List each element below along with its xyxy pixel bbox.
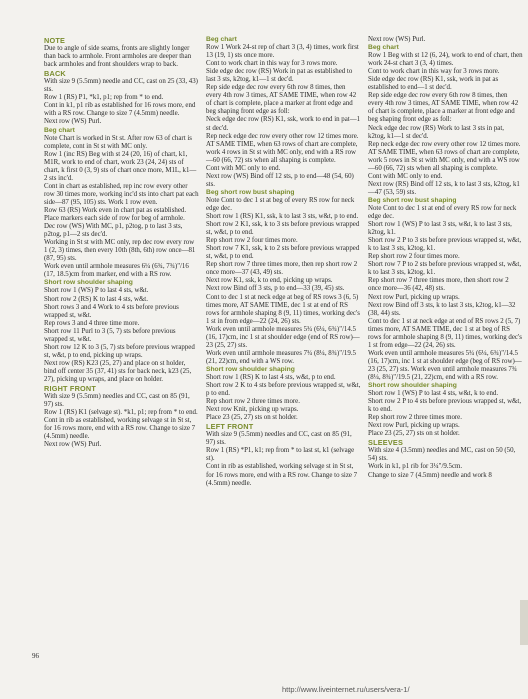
- instruction-paragraph: With size 9 (5.5mm) needles and CC, cast on 85 (91, 97) sts.: [44, 393, 190, 409]
- instruction-paragraph: Row 63 (RS) Work even in chart pat as established. Place markers each side of row for beg of armhole.: [44, 206, 187, 223]
- instruction-paragraph: Change to size 7 (4.5mm) needle and work 8: [368, 471, 492, 479]
- subsection-heading: Beg chart: [44, 126, 75, 134]
- instruction-paragraph: Short rows 3 and 4 Work to 4 sts before previous wrapped st, w&t.: [44, 303, 179, 319]
- instruction-paragraph: Next row K1, ssk, k to end, picking up wraps.: [206, 277, 333, 285]
- subsection-heading: Beg short row bust shaping: [368, 196, 457, 204]
- column-right: [368, 36, 523, 480]
- instruction-paragraph: Neck edge dec row (RS) K1, ssk, work to end in pat—1 st dec'd.: [206, 116, 361, 132]
- section-heading: SLEEVES: [368, 438, 404, 448]
- instruction-paragraph: Rep short row 7 three times more, then short row 2 once more—36 (42, 48) sts.: [368, 277, 509, 293]
- instruction-paragraph: Rep short row 2 four times more.: [206, 237, 298, 245]
- instruction-paragraph: Work even until armhole measures 5¾ (6¼, 6¾)"/14.5 (16, 17)cm, inc 1 st at shoulder edge (beg of RS row)—23 (25, 27) sts. Work even until armhole measures 7¾ (8¼, 8¾)"/19.5 (21, 22)cm, end with a RS row.: [368, 349, 522, 381]
- instruction-paragraph: Cont to work chart in this way for 3 rows more.: [368, 68, 500, 76]
- instruction-paragraph: Dec row (WS) With MC, p1, p2tog, p to last 3 sts, p2tog, p1—2 sts dec'd.: [44, 223, 183, 239]
- instruction-paragraph: Work even until armhole measures 6¼ (6¾, 7¾)"/16 (17, 18.5)cm from marker, end with a RS row.: [44, 263, 189, 279]
- instruction-paragraph: With size 9 (5.5mm) needle and CC, cast on 25 (33, 43) sts.: [44, 78, 198, 94]
- instruction-paragraph: Rep neck edge dec row every other row 12 times more. AT SAME TIME, when 63 rows of chart are complete, work 5 rows in St st with MC only, end with a WS row—60 (66, 72) sts when all shaping is complete.: [368, 140, 521, 172]
- instruction-paragraph: Work in k1, p1 rib for 3¼"/9.5cm.: [368, 463, 463, 471]
- instruction-paragraph: Rep short row 2 three times more.: [206, 398, 300, 406]
- instruction-paragraph: Cont in rib as established, working selvage st in St st, for 16 rows more, end with a RS row. Change to size 7 (4.5mm) needle.: [206, 463, 358, 487]
- subsection-heading: Beg chart: [368, 44, 399, 52]
- instruction-paragraph: Note Cont to dec 1 st at beg of every RS row for neck edge dec.: [206, 196, 355, 212]
- instruction-paragraph: Next row (WS) Bind off 12 sts, p to end—48 (54, 60) sts.: [206, 172, 354, 188]
- instruction-paragraph: Note Cont to dec 1 st at end of every RS row for neck edge dec.: [368, 204, 517, 221]
- instruction-paragraph: Row 1 (RS) P1, *k1, p1; rep from * to end.: [44, 94, 164, 102]
- section-heading: NOTE: [44, 36, 66, 45]
- instruction-paragraph: Row 1 (inc RS) Beg with st 24 (20, 16) of chart, k1, M1R, work to end of chart, work 23 (24, 24) sts of chart, k first 0 (3, 9) sts of chart once more, M1L, k1—2 sts inc'd.: [44, 150, 197, 182]
- instruction-paragraph: Next row Knit, picking up wraps.: [206, 406, 299, 414]
- instruction-paragraph: Cont in rib as established, working selvage st in St st, for 16 rows more, end with a RS row. Change to size 7 (4.5mm) needle.: [44, 417, 196, 441]
- instruction-paragraph: Short row 7 K1, ssk, k to 2 sts before previous wrapped st, w&t, p to end.: [206, 245, 360, 261]
- instruction-paragraph: Cont with MC only to end.: [368, 172, 443, 180]
- instruction-paragraph: Row 1 (RS) K1 (selvage st). *k1, p1; rep from * to end.: [44, 409, 198, 417]
- instruction-paragraph: Short row 2 K1, ssk, k to 3 sts before previous wrapped st, w&t, p to end.: [206, 221, 360, 237]
- instruction-paragraph: Cont to work chart in this way for 3 rows more.: [206, 60, 338, 68]
- instruction-paragraph: Short row 1 (WS) P to last 4 sts, w&t.: [44, 287, 149, 295]
- instruction-paragraph: Place 23 (25, 27) sts on st holder.: [206, 414, 298, 422]
- instruction-paragraph: Rep side edge dec row every 6th row 8 times, then every 4th row 3 times, AT SAME TIME, when row 42 of chart is complete, place a marker at front edge and beg shaping front edge as foll:: [368, 92, 519, 124]
- instruction-paragraph: Side edge dec row (RS) Work in pat as established to last 3 sts, k2tog, k1—1 st dec'd.: [206, 68, 353, 84]
- instruction-paragraph: Short row 2 P to 3 sts before previous wrapped st, w&t, k to last 3 sts, k2tog, k1.: [368, 237, 522, 253]
- instruction-paragraph: Cont in chart as established, rep inc row every other row 30 times more, working inc'd sts into chart pat each side—87 (95, 105) sts. Work 1 row even.: [44, 182, 199, 206]
- instruction-paragraph: Short row 1 (RS) K to last 4 sts, w&t, p to end.: [206, 373, 336, 381]
- instruction-paragraph: Cont to dec 1 st at neck edge at beg of RS rows 3 (6, 5) times more, AT SAME TIME, dec 1 st at end of RS rows for armhole shaping 8 (9, 11) times, working dec's 1 st in from edge—22 (24, 26) sts.: [206, 293, 360, 325]
- instruction-paragraph: Short row 12 K to 3 (5, 7) sts before previous wrapped st, w&t, p to end, picking up wraps.: [44, 343, 195, 359]
- subsection-heading: Short row shoulder shaping: [44, 279, 133, 287]
- section-heading: LEFT FRONT: [206, 422, 254, 432]
- instruction-paragraph: With size 9 (5.5mm) needles and CC, cast on 85 (91, 97) sts.: [206, 431, 352, 447]
- instruction-paragraph: Working in St st with MC only, rep dec row every row 1 (2, 3) times, then every 10th (8th, 6th) row once—81 (87, 95) sts.: [44, 239, 196, 263]
- instruction-paragraph: Next row (WS) Purl.: [44, 118, 102, 126]
- instruction-paragraph: Short row 2 (RS) K to last 4 sts, w&t.: [44, 295, 148, 303]
- instruction-paragraph: Row 1 (RS) *P1, k1; rep from * to last st, k1 (selvage st).: [206, 447, 355, 463]
- instruction-paragraph: Short row 1 (RS) K1, ssk, k to last 3 sts, w&t, p to end.: [206, 213, 359, 221]
- column-middle: [206, 36, 361, 488]
- instruction-paragraph: Short row 2 K to 4 sts before previous wrapped st, w&t, p to end.: [206, 382, 361, 398]
- column-left: [44, 36, 199, 449]
- section-heading: RIGHT FRONT: [44, 384, 97, 394]
- instruction-paragraph: Cont in k1, p1 rib as established for 16 rows more, end with a RS row. Change to size 7 (4.5mm) needle.: [44, 102, 196, 118]
- page-edge-tab: [520, 600, 528, 645]
- instruction-paragraph: Next row Bind off 3 sts, p to end—33 (39, 45) sts.: [206, 285, 345, 293]
- instruction-paragraph: Row 1 Beg with st 12 (6, 24), work to end of chart, then work 24-st chart 3 (3, 4) times.: [368, 52, 523, 68]
- instruction-paragraph: Work even until armhole measures 5¾ (6¼, 6¾)"/14.5 (16, 17)cm, inc 1 st at shoulder edge (end of RS row)—23 (25, 27) sts.: [206, 325, 360, 349]
- instruction-paragraph: Short row 7 P to 2 sts before previous wrapped st, w&t, k to last 3 sts, k2tog, k1.: [368, 261, 522, 277]
- subsection-heading: Short row shoulder shaping: [206, 365, 295, 373]
- instruction-paragraph: Rep neck edge dec row every other row 12 times more. AT SAME TIME, when 63 rows of chart are complete, work 4 rows in St st with MC only, end with a RS row—60 (66, 72) sts when all shaping is complete.: [206, 132, 359, 164]
- instruction-paragraph: Next row Bind off 3 sts, k to last 3 sts, k2tog, k1—32 (38, 44) sts.: [368, 301, 516, 317]
- instruction-paragraph: Short row 2 P to 4 sts before previous wrapped st, w&t, k to end.: [368, 398, 522, 414]
- instruction-paragraph: Next row (WS) Purl.: [44, 441, 102, 449]
- instruction-paragraph: Next row Purl, picking up wraps.: [368, 422, 460, 430]
- section-heading: BACK: [44, 69, 66, 79]
- instruction-paragraph: Note Chart is worked in St st. After row 63 of chart is complete, cont in St st with MC only.: [44, 134, 192, 150]
- subsection-heading: Beg short row bust shaping: [206, 188, 295, 196]
- instruction-paragraph: Short row 1 (WS) P to last 4 sts, w&t, k to end.: [368, 390, 499, 398]
- instruction-paragraph: Next row (RS) K23 (25, 27) and place on st holder, bind off center 35 (37, 41) sts for back neck, k23 (25, 27), picking up wraps, and place on holder.: [44, 359, 192, 383]
- instruction-paragraph: Next row (RS) Bind off 12 sts, k to last 3 sts, k2tog, k1—47 (53, 59) sts.: [368, 180, 520, 196]
- instruction-paragraph: Next row Purl, picking up wraps.: [368, 293, 460, 301]
- instruction-paragraph: Cont with MC only to end.: [206, 164, 281, 172]
- watermark-url: http://www.liveinternet.ru/users/vera-1/: [282, 685, 410, 694]
- instruction-paragraph: Rep short row 2 three times more.: [368, 414, 462, 422]
- instruction-paragraph: Next row (WS) Purl.: [368, 36, 426, 43]
- instruction-paragraph: Cont to dec 1 st at neck edge at end of RS rows 2 (5, 7) times more, AT SAME TIME, dec 1 st at beg of RS rows for armhole shaping 8 (9, 11) times, working dec's 1 st from edge—22 (24, 26) sts.: [368, 317, 522, 349]
- instruction-paragraph: Short row 1 (WS) P to last 3 sts, w&t, k to last 3 sts, k2tog, k1.: [368, 221, 512, 237]
- instruction-paragraph: Work even until armhole measures 7¾ (8¼, 8¾)"/19.5 (21, 22)cm, end with a WS row.: [206, 349, 356, 365]
- subsection-heading: Beg chart: [206, 36, 237, 43]
- instruction-paragraph: Rep side edge dec row every 6th row 8 times, then every 4th row 3 times, AT SAME TIME, when row 42 of chart is complete, place a marker at front edge and beg shaping front edge as foll:: [206, 84, 357, 116]
- instruction-paragraph: Side edge dec row (RS) K1, ssk, work in pat as established to end—1 st dec'd.: [368, 76, 499, 92]
- instruction-paragraph: Rep rows 3 and 4 three time more.: [44, 319, 140, 327]
- subsection-heading: Short row shoulder shaping: [368, 382, 457, 390]
- instruction-paragraph: Place 23 (25, 27) sts on st holder.: [368, 430, 460, 438]
- instruction-paragraph: Neck edge dec row (RS) Work to last 3 sts in pat, k2tog, k1—1 st dec'd.: [368, 124, 504, 140]
- instruction-paragraph: Rep short row 2 four times more.: [368, 253, 460, 261]
- instruction-paragraph: Rep short row 7 three times more, then rep short row 2 once more—37 (43, 49) sts.: [206, 261, 358, 277]
- page-number: 96: [32, 652, 39, 660]
- instruction-paragraph: With size 4 (3.5mm) needles and MC, cast on 50 (50, 54) sts.: [368, 447, 516, 463]
- instruction-paragraph: Short row 11 Purl to 3 (5, 7) sts before previous wrapped st, w&t.: [44, 327, 176, 343]
- instruction-paragraph: Due to angle of side seams, fronts are slightly longer than back to armhole. Front armholes are deeper than back armholes and front shoulders wrap to back.: [44, 45, 192, 69]
- instruction-paragraph: Row 1 Work 24-st rep of chart 3 (3, 4) times, work first 13 (19, 1) sts once more.: [206, 44, 359, 60]
